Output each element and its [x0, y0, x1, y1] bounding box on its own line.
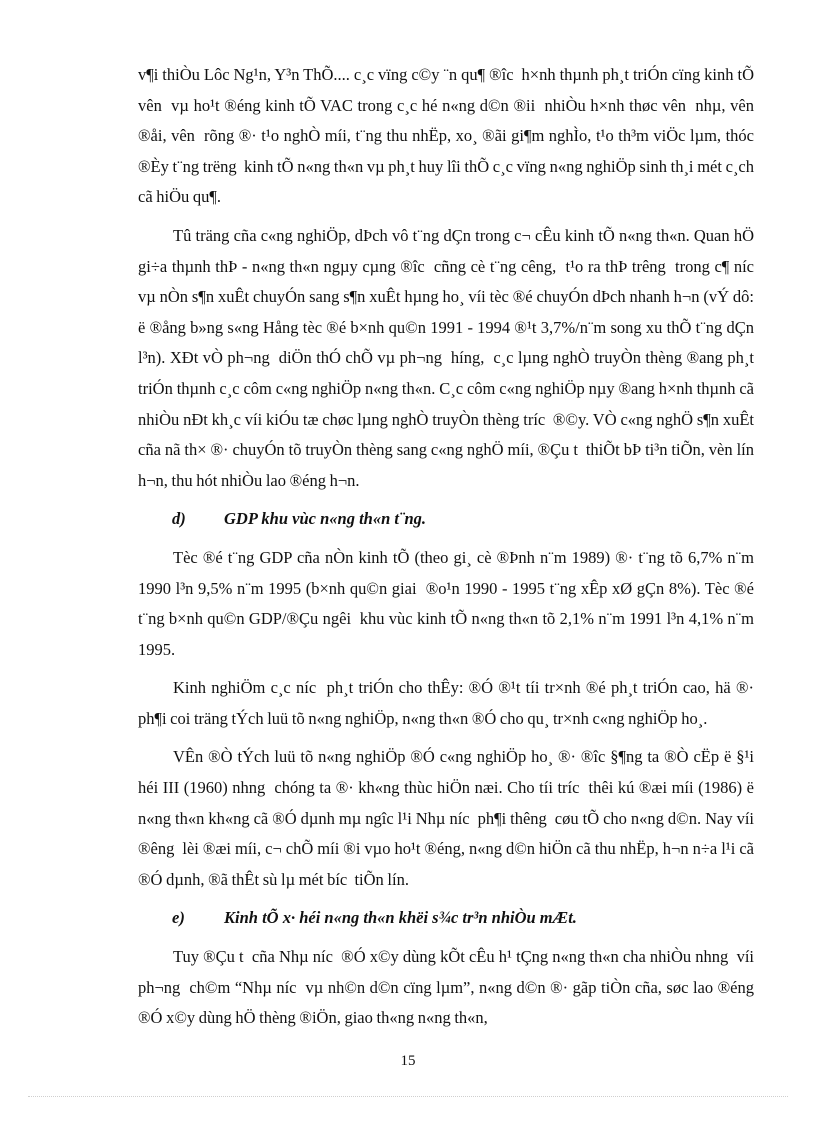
paragraph: VÊn ®Ò tÝch luü tõ n«ng nghiÖp ®Ó c«ng nghiÖp ho¸ ®· ®îc §¶ng ta ®Ò cËp ë §¹i héi III (1960) nhng chóng ta ®· kh«ng thùc hiÖn næi. Cho tíi tríc thêi kú ®æi míi (1986) ë n«ng th«n kh«ng cã ®Ó dµnh mµ ngîc l¹i Nhµ níc ph¶i thêng cøu tÕ cho n«ng d©n. Nay víi ®êng lèi ®æi míi, c¬ chÕ míi ®i vµo ho¹t ®éng, n«ng d©n hiÖn cã thu nhËp, h¬n n÷a l¹i cã ®Ó dµnh, ®ã thÊt sù lµ mét bíc tiÕn lín.: [138, 747, 758, 889]
bottom-divider: [28, 1096, 788, 1097]
paragraph: Tèc ®é t¨ng GDP cña nÒn kinh tÕ (theo gi¸ cè ®Þnh n¨m 1989) ®· t¨ng tõ 6,7% n¨m 1990 l³n 9,5% n¨m 1995 (b×nh qu©n giai ®o¹n 1990 - 1995 t¨ng xÊp xØ gÇn 8%). Tèc ®é t¨ng b×nh qu©n GDP/®Çu ngêi khu vùc kinh tÕ n«ng th«n tõ 2,1% n¨m 1991 l³n 4,1% n¨m 1995.: [138, 547, 758, 659]
paragraph: Tû träng cña c«ng nghiÖp, dÞch vô t¨ng dÇn trong c¬ cÊu kinh tÕ n«ng th«n. Quan hÖ gi÷a thµnh thÞ - n«ng th«n ngµy cµng ®îc cñng cè t¨ng cêng, t¹o ra thÞ trêng trong c¶ níc vµ nÒn s¶n xuÊt chuyÓn sang s¶n xuÊt hµng ho¸ víi tèc ®é chuyÓn dÞch nhanh h¬n (vÝ dô: ë ®ång b»ng s«ng Hång tèc ®é b×nh qu©n 1991 - 1994 ®¹t 3,7%/n¨m song xu thÕ t¨ng dÇn l³n). XÐt vÒ ph¬ng diÖn thÓ chÕ vµ ph¬ng híng, c¸c lµng nghÒ truyÒn thèng ®ang ph¸t triÓn thµnh c¸c côm c«ng nghiÖp n«ng th«n. C¸c côm c«ng nghiÖp nµy ®ang h×nh thµnh cã nhiÒu nÐt kh¸c víi kiÓu tæ chøc lµng nghÒ truyÒn thèng tríc ®©y. VÒ c«ng nghÖ s¶n xuÊt cña nã th× ®· chuyÓn tõ truyÒn thèng sang c«ng nghÖ míi, ®Çu t thiÕt bÞ ti³n tiÕn, vèn lín h¬n, thu hót nhiÒu lao ®éng h¬n.: [138, 225, 762, 490]
page-number: 15: [400, 1053, 416, 1069]
paragraph: Kinh nghiÖm c¸c níc ph¸t triÓn cho thÊy: ®Ó ®¹t tíi tr×nh ®é ph¸t triÓn cao, hä ®· ph¶i coi träng tÝch luü tõ n«ng nghiÖp, n«ng th«n ®Ó cho qu¸ tr×nh c«ng nghiÖp ho¸.: [138, 678, 758, 728]
section-label: d): [172, 509, 186, 529]
page-body: [138, 60, 762, 1034]
paragraph: v¶i thiÒu Lôc Ng¹n, Y³n ThÕ.... c¸c vïng c©y ¨n qu¶ ®îc h×nh thµnh ph¸t triÓn cïng kinh tÕ vên vµ ho¹t ®éng kinh tÕ VAC trong c¸c hé n«ng d©n ®ii nhiÒu h×nh thøc vên nhµ, vên ®åi, vên rõng ®· t¹o nghÒ míi, t¨ng thu nhËp, xo¸ ®ãi gi¶m nghÌo, t¹o th³m viÖc lµm, thóc ®Èy t¨ng trëng kinh tÕ n«ng th«n vµ ph¸t huy lîi thÕ c¸c vïng n«ng nghiÖp sinh th¸i mét c¸ch cã hiÖu qu¶.: [138, 65, 762, 207]
section-title: GDP khu vùc n«ng th«n t¨ng.: [224, 509, 427, 529]
section-label: e): [172, 908, 185, 928]
paragraph: Tuy ®Çu t cña Nhµ níc ®Ó x©y dùng kÕt cÊu h¹ tÇng n«ng th«n cha nhiÒu nhng víi ph¬ng ch©m “Nhµ níc vµ nh©n d©n cïng lµm”, n«ng d©n ®· gãp tiÒn cña, søc lao ®éng ®Ó x©y dùng hÖ thèng ®iÖn, giao th«ng n«ng th«n,: [138, 947, 758, 1028]
section-heading: [138, 504, 754, 535]
section-title: Kinh tÕ x· héi n«ng th«n khëi s¾c tr³n nhiÒu mÆt.: [224, 908, 577, 928]
section-heading: [138, 903, 754, 934]
